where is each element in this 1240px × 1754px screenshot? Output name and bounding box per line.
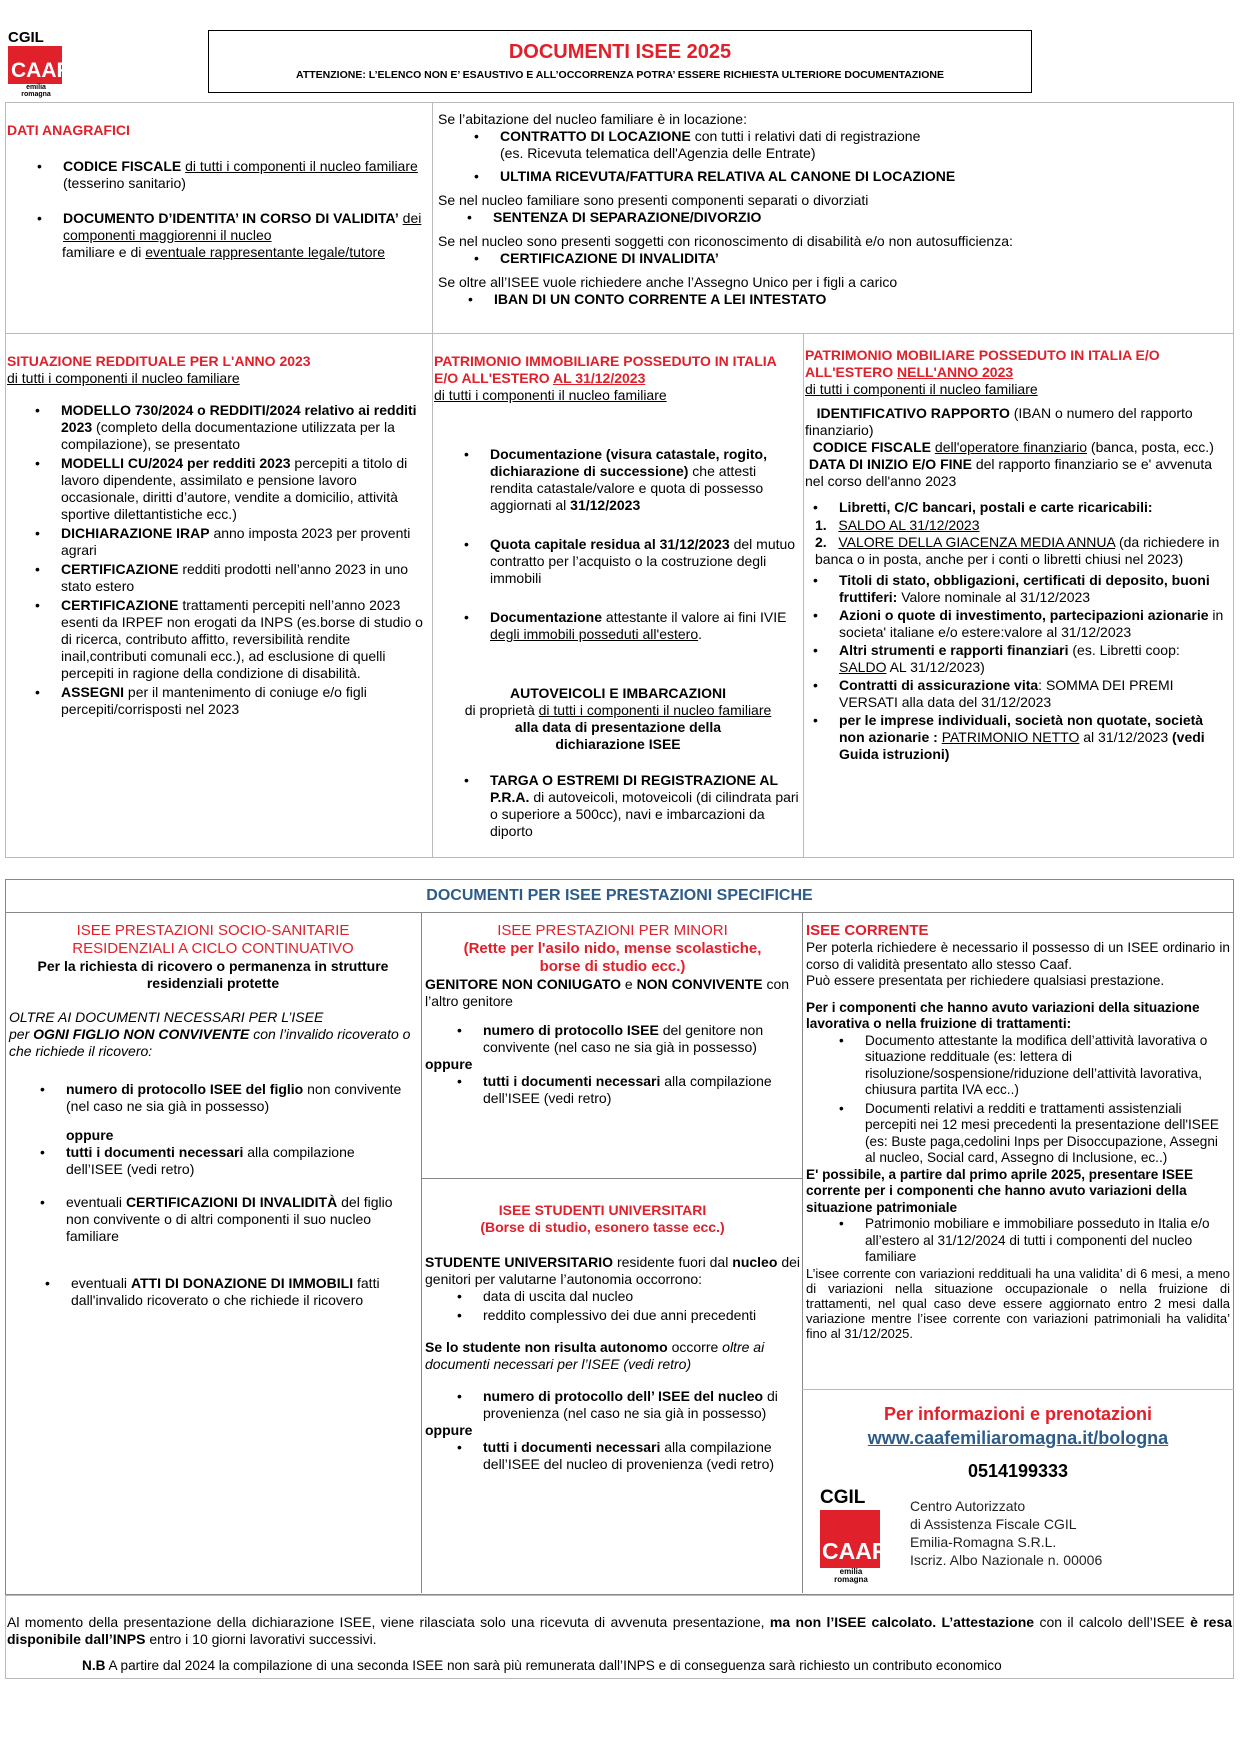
reddituale-title: SITUAZIONE REDDITUALE PER L'ANNO 2023 <box>7 353 311 369</box>
corrente-p3: Per i componenti che hanno avuto variazioni della situazione lavorativa o nella fruizione di trattamenti: <box>806 999 1200 1031</box>
footer-text: Al momento della presentazione della dichiarazione ISEE, viene rilasciata solo una ricevuta di avvenuta presentazione, ma non l’ISEE calcolato. L’attestazione con il calcolo dell’ISEE è resa disponibile dall’INPS entro i 10 giorni lavorativi successivi. <box>7 1614 1233 1647</box>
studenti-title: ISEE STUDENTI UNIVERSITARI <box>498 1202 707 1218</box>
list-item: • Documentazione (visura catastale, rogito, dichiarazione di successione) che attesti rendita catastale/valore e quota di possesso aggiornati al 31/12/2023 <box>490 446 800 514</box>
list-item: • reddito complessivo dei due anni precedenti <box>483 1307 800 1324</box>
list-item: • DOCUMENTO D’IDENTITA’ IN CORSO DI VALIDITA’ dei componenti maggiorenni il nucleo <box>63 210 427 244</box>
list-item: • IBAN DI UN CONTO CORRENTE A LEI INTESTATO <box>494 291 1228 308</box>
contatti-website-link[interactable]: www.caafemiliaromagna.it/bologna <box>867 1428 1169 1448</box>
list-item: • MODELLO 730/2024 o REDDITI/2024 relativo ai redditi 2023 (completo della documentazione utilizzata per la compilazione), se presentato <box>61 402 423 453</box>
prestazioni-title: DOCUMENTI PER ISEE PRESTAZIONI SPECIFICHE <box>426 887 813 904</box>
region-label: emilia romagna <box>834 1567 868 1584</box>
reddituale-list <box>61 402 423 718</box>
caaf-red-block <box>8 46 70 84</box>
corrente-title: ISEE CORRENTE <box>806 922 929 939</box>
dati-anagrafici-title: DATI ANAGRAFICI <box>7 122 130 138</box>
list-item: • eventuali ATTI DI DONAZIONE DI IMMOBILI fatti dall'invalido ricoverato o che richiede il ricovero <box>71 1275 411 1309</box>
autoveicoli-sub: di proprietà di tutti i componenti il nucleo familiare <box>464 702 772 718</box>
contatti-line-1: Centro Autorizzato <box>910 1498 1026 1514</box>
divider-h1 <box>5 333 1234 334</box>
socio-subtitle: Per la richiesta di ricovero o permanenza in strutture residenziali protette <box>37 958 389 991</box>
list-item: • numero di protocollo ISEE del figlio non convivente (nel caso ne sia già in possesso) <box>66 1081 406 1115</box>
header-warning: ATTENZIONE: L’ELENCO NON E’ ESAUSTIVO E ALL’OCCORRENZA POTRA’ ESSERE RICHIESTA ULTERIORE DOCUMENTAZIONE <box>296 69 944 81</box>
studenti-subtitle: (Borse di studio, esonero tasse ecc.) <box>480 1219 725 1235</box>
divider-v2 <box>803 333 804 858</box>
disabilita-list <box>500 250 1228 267</box>
list-item: • SENTENZA DI SEPARAZIONE/DIVORZIO <box>493 209 1228 226</box>
locazione-list <box>500 128 1228 185</box>
contatti-line-2: di Assistenza Fiscale CGIL <box>910 1516 1077 1532</box>
mobiliare-title: PATRIMONIO MOBILIARE POSSEDUTO IN ITALIA E/O ALL'ESTERO NELL'ANNO 2023 <box>805 347 1160 380</box>
caaf-logo-bottom <box>820 1487 886 1584</box>
list-item: • Documento attestante la modifica dell’attività lavorativa o situazione reddituale (es: lettera di risoluzione/sospensione/riduzione dell’attività lavorativa, chiusura partita IVA ecc..) <box>865 1033 1225 1099</box>
list-item: • CODICE FISCALE di tutti i componenti il nucleo familiare (tesserino sanitario) <box>63 158 427 192</box>
list-item: • DICHIARAZIONE IRAP anno imposta 2023 per proventi agrari <box>61 525 423 559</box>
list-item: • CERTIFICAZIONE redditi prodotti nell’anno 2023 in uno stato estero <box>61 561 423 595</box>
corrente-p1: Per poterla richiedere è necessario il possesso di un ISEE ordinario in corso di validità presentato allo stesso Caaf. <box>806 940 1230 972</box>
socio-oppure: oppure <box>66 1127 114 1143</box>
immobiliare-subtitle: di tutti i componenti il nucleo familiare <box>434 387 667 403</box>
list-item: • Altri strumenti e rapporti finanziari (es. Libretti coop: SALDO AL 31/12/2023) <box>839 642 1229 676</box>
list-item: • CERTIFICAZIONE trattamenti percepiti nell’anno 2023 esenti da IRPEF non erogati da INPS (es.borse di studio o di ricerca, contributo affitto, reversibilità rendite inail,contributi comunali ecc.), ad esclusione di quelli percepiti in ragione della condizione di disabilità. <box>61 597 423 682</box>
corrente-list-2 <box>865 1216 1225 1266</box>
autoveicoli-list <box>490 772 800 840</box>
socio-title-1: ISEE PRESTAZIONI SOCIO-SANITARIE <box>76 922 350 939</box>
studenti-intro: STUDENTE UNIVERSITARIO residente fuori dal nucleo dei genitori per valutarne l’autonomia occorrono: <box>425 1254 801 1287</box>
list-item: • CERTIFICAZIONE DI INVALIDITA’ <box>500 250 1228 267</box>
list-item: • Titoli di stato, obbligazioni, certificati di deposito, buoni fruttiferi: Valore nominale al 31/12/2023 <box>839 572 1229 606</box>
immobiliare-list <box>490 446 800 643</box>
mobiliare-rapporto: IDENTIFICATIVO RAPPORTO (IBAN o numero del rapporto finanziario) <box>805 405 1193 438</box>
minori-list <box>483 1022 798 1056</box>
minori-oppure: oppure <box>425 1056 473 1072</box>
prestazioni-header-divider <box>5 912 1234 913</box>
section-minori <box>425 922 800 1107</box>
mobiliare-numbered-2: 2. VALORE DELLA GIACENZA MEDIA ANNUA (da richiedere in banca o in posta, anche per i conti o libretti chiusi nel 2023) <box>815 534 1220 567</box>
caaf-label: CAAF <box>11 59 70 82</box>
contatti-info <box>910 1497 1210 1569</box>
list-item: • eventuali CERTIFICAZIONI DI INVALIDITÀ del figlio non convivente o di altri componenti il suo nucleo familiare <box>66 1194 406 1245</box>
list-item: • numero di protocollo ISEE del genitore non convivente (nel caso ne sia già in possesso) <box>483 1022 798 1056</box>
socio-list-2 <box>66 1144 406 1245</box>
studenti-list-3 <box>483 1439 798 1473</box>
list-item: • data di uscita dal nucleo <box>483 1288 800 1305</box>
assegno-unico-intro: Se oltre all’ISEE vuole richiedere anche l’Assegno Unico per i figli a carico <box>438 274 898 290</box>
list-item: • CONTRATTO DI LOCAZIONE con tutti i relativi dati di registrazione (es. Ricevuta telematica dell'Agenzia delle Entrate) <box>500 128 1228 162</box>
caaf-logo-top <box>8 29 70 98</box>
contatti-phone: 0514199333 <box>967 1461 1069 1481</box>
list-item: • Contratti di assicurazione vita: SOMMA DEI PREMI VERSATI alla data del 31/12/2023 <box>839 677 1229 711</box>
list-item: • Libretti, C/C bancari, postali e carte ricaricabili: <box>839 499 1229 516</box>
section-socio-sanitarie <box>9 922 417 1309</box>
mobiliare-subtitle: di tutti i componenti il nucleo familiare <box>805 381 1038 397</box>
header-box <box>208 30 1032 93</box>
mobiliare-list <box>839 499 1229 516</box>
list-item: • ASSEGNI per il mantenimento di coniuge e/o figli percepiti/corrisposti nel 2023 <box>61 684 423 718</box>
section-isee-corrente <box>806 922 1230 1341</box>
section-locazione <box>438 111 1228 308</box>
list-item: • Azioni o quote di investimento, partecipazioni azionarie in societa' italiane e/o estere:valore al 31/12/2023 <box>839 607 1229 641</box>
section-dati-anagrafici <box>7 122 427 261</box>
locazione-intro: Se l’abitazione del nucleo familiare è in locazione: <box>438 111 747 127</box>
mobiliare-data-inizio: DATA DI INIZIO E/O FINE del rapporto finanziario se e' avvenuta nel corso dell'anno 2023 <box>805 456 1213 489</box>
corrente-p4: E' possibile, a partire dal primo aprile 2025, presentare ISEE corrente per i componenti che hanno avuto variazioni della situazione patrimoniale <box>806 1166 1194 1215</box>
section-reddituale <box>7 353 427 718</box>
separazione-intro: Se nel nucleo familiare sono presenti componenti separati o divorziati <box>438 192 869 208</box>
list-item: • per le imprese individuali, società non quotate, società non azionarie : PATRIMONIO NETTO al 31/12/2023 (vedi Guida istruzioni) <box>839 712 1229 763</box>
list-item: • Patrimonio mobiliare e immobiliare posseduto in Italia e/o all’estero al 31/12/2024 di tutti i componenti del nucleo familiare <box>865 1216 1225 1266</box>
autoveicoli-date: alla data di presentazione della dichiarazione ISEE <box>514 719 722 752</box>
socio-per-figlio: per OGNI FIGLIO NON CONVIVENTE con l’invalido ricoverato o che richiede il ricovero: <box>9 1026 411 1059</box>
minori-genitore: GENITORE NON CONIUGATO e NON CONVIVENTE con l’altro genitore <box>425 976 790 1009</box>
section-immobiliare <box>434 353 802 840</box>
divider-v4 <box>802 912 803 1593</box>
minori-title: ISEE PRESTAZIONI PER MINORI <box>497 922 728 939</box>
divider-h2 <box>421 1178 802 1179</box>
list-item: • Documenti relativi a redditi e trattamenti assistenziali percepiti nei 12 mesi precedenti la presentazione dell'ISEE (es: Buste paga,cedolini Inps per Disoccupazione, Assegni al nucleo, Social card, Assegno di Inclusione, ec..) <box>865 1101 1225 1167</box>
contatti-title: Per informazioni e prenotazioni <box>883 1404 1153 1424</box>
contatti-line-3: Emilia-Romagna S.R.L. <box>910 1534 1057 1550</box>
contatti-line-4: Iscriz. Albo Nazionale n. 00006 <box>910 1552 1103 1568</box>
region-label: emilia romagna <box>21 84 51 98</box>
anagrafici-continuation: familiare e di eventuale rappresentante legale/tutore <box>62 244 385 260</box>
socio-list <box>66 1081 406 1115</box>
socio-list-3 <box>71 1275 411 1309</box>
footer-nb: N.B A partire dal 2024 la compilazione di una seconda ISEE non sarà più remunerata dall’INPS e di conseguenza sarà richiesto un contributo economico <box>82 1658 1002 1673</box>
list-item: • MODELLI CU/2024 per redditi 2023 percepiti a titolo di lavoro dipendente, assimilato e pensione lavoro occasionale, diritti d’autore, vendite a domicilio, attività sportive dilettantistiche ecc.) <box>61 455 423 523</box>
studenti-se-non-autonomo: Se lo studente non risulta autonomo occorre oltre ai documenti necessari per l’ISEE (vedi retro) <box>425 1339 765 1372</box>
assegno-unico-list <box>494 291 1228 308</box>
socio-oltre: OLTRE AI DOCUMENTI NECESSARI PER L’ISEE <box>9 1009 324 1025</box>
reddituale-subtitle: di tutti i componenti il nucleo familiare <box>7 370 240 386</box>
list-item: • numero di protocollo dell’ ISEE del nucleo di provenienza (nel caso ne sia già in possesso) <box>483 1388 798 1422</box>
studenti-list <box>483 1288 800 1324</box>
mobiliare-list-2 <box>839 572 1229 763</box>
studenti-list-2 <box>483 1388 798 1422</box>
anagrafici-list <box>63 158 427 244</box>
page-title: DOCUMENTI ISEE 2025 <box>508 41 732 63</box>
list-item: • tutti i documenti necessari alla compilazione dell’ISEE del nucleo di provenienza (vedi retro) <box>483 1439 798 1473</box>
divider-h3 <box>802 1389 1234 1390</box>
divider-v1 <box>432 102 433 858</box>
minori-subtitle: (Rette per l'asilo nido, mense scolastiche, borse di studio ecc.) <box>463 940 762 975</box>
socio-title-2: RESIDENZIALI A CICLO CONTINUATIVO <box>72 940 354 957</box>
caaf-label: CAAF <box>822 1538 886 1564</box>
separazione-list <box>493 209 1228 226</box>
corrente-p2: Può essere presentata per richiedere qualsiasi prestazione. <box>806 973 1165 988</box>
immobiliare-title: PATRIMONIO IMMOBILIARE POSSEDUTO IN ITALIA E/O ALL'ESTERO AL 31/12/2023 <box>434 353 777 386</box>
disabilita-intro: Se nel nucleo sono presenti soggetti con riconoscimento di disabilità e/o non autosufficienza: <box>438 233 1013 249</box>
autoveicoli-title: AUTOVEICOLI E IMBARCAZIONI <box>510 685 726 701</box>
caaf-red-block <box>820 1510 886 1568</box>
mobiliare-numbered-1: 1. SALDO AL 31/12/2023 <box>815 517 980 533</box>
corrente-list <box>865 1033 1225 1167</box>
list-item: • tutti i documenti necessari alla compilazione dell’ISEE (vedi retro) <box>66 1144 406 1178</box>
list-item: • ULTIMA RICEVUTA/FATTURA RELATIVA AL CANONE DI LOCAZIONE <box>500 168 1228 185</box>
corrente-p5: L’isee corrente con variazioni reddituali ha una validita’ di 6 mesi, a meno di variazioni nella situazione occupazionale o nella fruizione di trattamenti, nel qual caso deve essere aggiornato entro 2 mesi dalla variazione mentre l’isee corrente con variazioni patrimoniali ha validita’ fino al 31/12/2025. <box>806 1265 1230 1341</box>
mobiliare-codice-fiscale: CODICE FISCALE dell'operatore finanziario (banca, posta, ecc.) <box>812 439 1214 455</box>
list-item: • Quota capitale residua al 31/12/2023 del mutuo contratto per l’acquisto o la costruzione degli immobili <box>490 536 800 587</box>
section-studenti <box>425 1202 800 1473</box>
cgil-label: CGIL <box>820 1487 866 1508</box>
list-item: • TARGA O ESTREMI DI REGISTRAZIONE AL P.R.A. di autoveicoli, motoveicoli (di cilindrata pari o superiore a 500cc), navi e imbarcazioni da diporto <box>490 772 800 840</box>
list-item: • Documentazione attestante il valore ai fini IVIE degli immobili posseduti all'estero. <box>490 609 800 643</box>
studenti-oppure: oppure <box>425 1422 473 1438</box>
cgil-label: CGIL <box>8 29 44 46</box>
list-item: • tutti i documenti necessari alla compilazione dell’ISEE (vedi retro) <box>483 1073 798 1107</box>
divider-v3 <box>421 912 422 1593</box>
minori-list-2 <box>483 1073 798 1107</box>
section-mobiliare <box>805 347 1233 763</box>
